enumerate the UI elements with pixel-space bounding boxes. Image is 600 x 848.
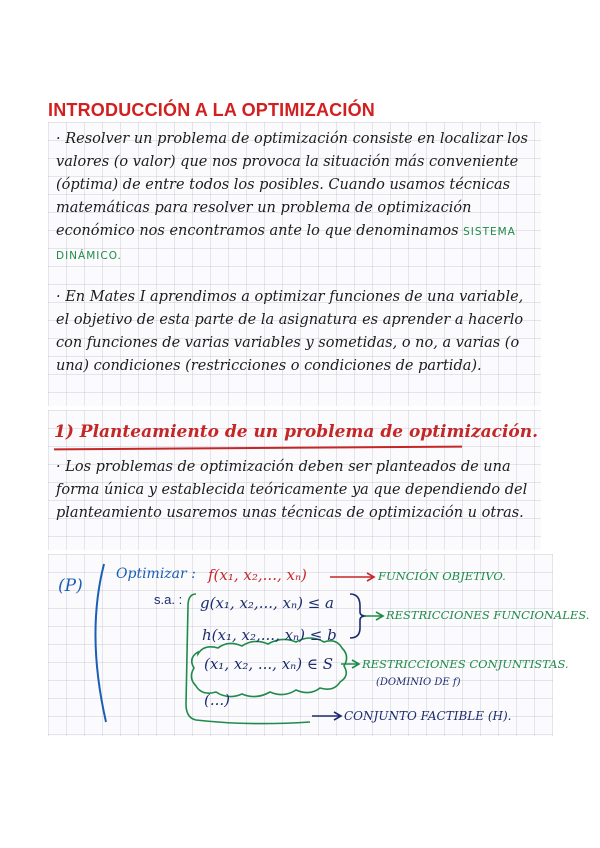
page-title: INTRODUCCIÓN A LA OPTIMIZACIÓN (48, 100, 375, 120)
section-1-text: · Los problemas de optimización deben ser planteados de una forma única y establecida teóricamente ya que dependiendo del planteamiento usaremos unas técnicas de optimización u otras. (56, 459, 528, 521)
section-1-notes (48, 410, 541, 550)
functional-brace (350, 594, 366, 638)
problem-label: (P) (58, 576, 83, 596)
left-bracket (95, 564, 106, 722)
functional-constraints-label: RESTRICCIONES FUNCIONALES. (386, 608, 590, 622)
feasible-arrow (312, 712, 341, 720)
set-constraints-label: RESTRICCIONES CONJUNTISTAS. (362, 657, 569, 671)
more-constraints: (...) (204, 691, 231, 709)
constraint-g: g(x₁, x₂,..., xₙ) ≤ a (200, 594, 334, 612)
dynamic-system-term: SISTEMA DINÁMICO. (56, 226, 516, 262)
objective-arrow (330, 573, 374, 581)
constraint-set: (x₁, x₂, ..., xₙ) ∈ S (204, 655, 334, 673)
optimization-problem-diagram (48, 554, 590, 736)
functional-arrow (364, 612, 383, 620)
section-1-heading: 1) Planteamiento de un problema de optimización. (54, 422, 539, 442)
feasible-set-label: CONJUNTO FACTIBLE (H). (344, 709, 512, 723)
intro-paragraph-1 (56, 128, 534, 268)
objective-function-label: FUNCIÓN OBJETIVO. (378, 569, 506, 583)
section-1-underline (54, 446, 462, 451)
subject-to-label: s.a. : (154, 592, 183, 607)
intro-paragraph-1-text: · Resolver un problema de optimización consiste en localizar los valores (o valor) que nos provoca la situación más conveniente (óptima) de entre todos los posibles. Cuando usamos técnicas matemáticas para resolver un problema de optimización económico nos encontramos ante lo que denominamos (56, 131, 528, 239)
domain-note: (DOMINIO DE f) (376, 677, 461, 688)
constraint-h: h(x₁, x₂,..., xₙ) ≤ b (202, 626, 337, 644)
intro-paragraph-2: · En Mates I aprendimos a optimizar funciones de una variable, el objetivo de esta parte de la asignatura es aprender a hacerlo con funciones de varias variables y sometidas, o no, a varias (o una) condiciones (restricciones o condiciones de partida). (56, 289, 524, 374)
optimize-label: Optimizar : (116, 566, 196, 582)
intro-notes (48, 122, 541, 406)
objective-function-expr: f(x₁, x₂,..., xₙ) (208, 566, 307, 584)
